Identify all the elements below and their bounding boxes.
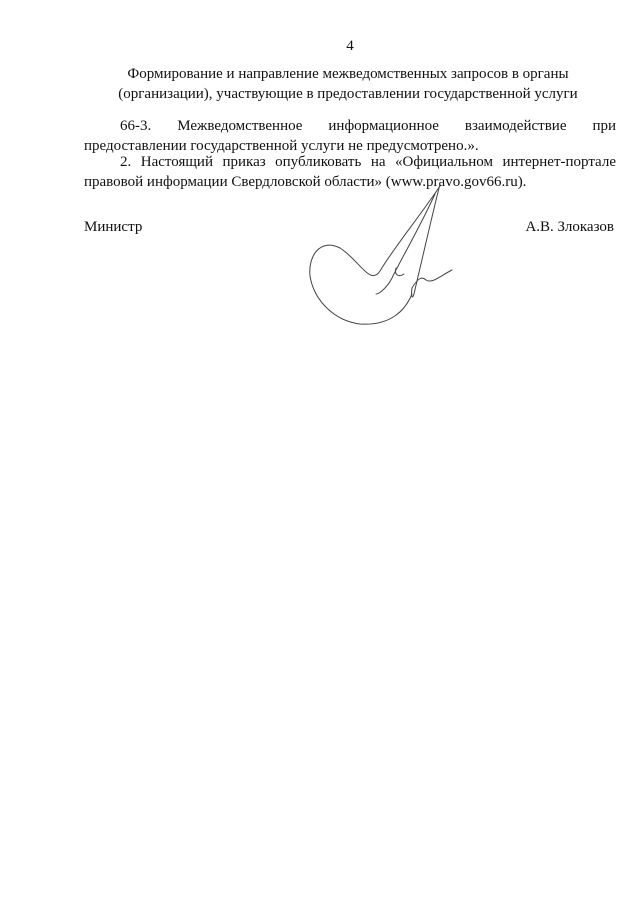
- paragraph-2-line-2: правовой информации Свердловской области» (www.pravo.gov66.ru).: [84, 174, 527, 190]
- paragraph-2-line-1: 2. Настоящий приказ опубликовать на «Официальном интернет-портале: [120, 154, 616, 170]
- signature-stroke-loop: [310, 186, 440, 324]
- handwritten-signature: [300, 176, 470, 336]
- section-heading: [78, 64, 618, 104]
- heading-line-2: (организации), участвующие в предоставлении государственной услуги: [118, 86, 578, 102]
- signature-stroke-inner: [376, 194, 435, 294]
- paragraph-66-3: [84, 116, 616, 156]
- signature-stroke-tail: [412, 270, 452, 288]
- paragraph-66-3-line-1: 66-3. Межведомственное информационное взаимодействие при: [120, 118, 616, 134]
- signatory-title: Министр: [84, 219, 143, 235]
- paragraph-66-3-line-2: предоставлении государственной услуги не предусмотрено.».: [84, 138, 479, 154]
- signatory-name: А.В. Злоказов: [525, 219, 614, 235]
- page-number: 4: [346, 38, 354, 54]
- heading-line-1: Формирование и направление межведомственных запросов в органы: [127, 66, 569, 82]
